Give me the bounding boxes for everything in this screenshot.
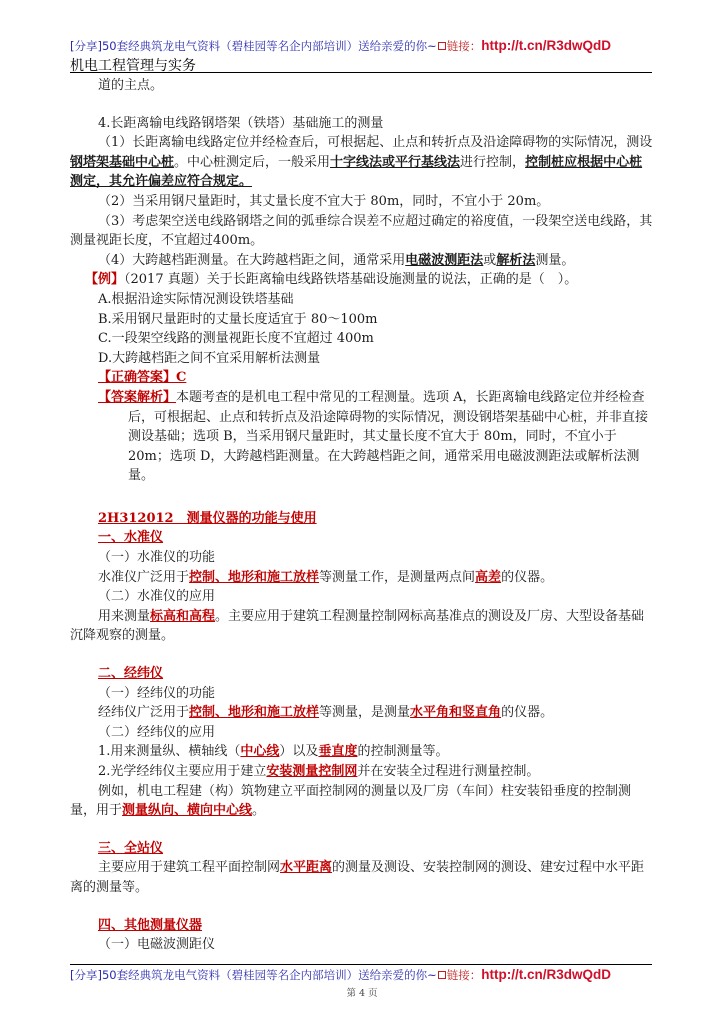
page-number: 第 4 页 [346,988,378,999]
footer-link-url[interactable]: http://t.cn/R3dwQdD [481,967,611,982]
footer-link-label: 链接： [446,968,482,982]
explanation-tag: 【答案解析】 [98,389,177,405]
subheading: （二）经纬仪的应用 [98,724,216,740]
key-term: 控制桩应根据中心桩测定，其允许偏差应符合规定。 [70,154,643,190]
page-footer [70,967,611,983]
heading-total-station: 三、全站仪 [98,840,164,856]
footer-share-text: [分享]50套经典筑龙电气资料（碧桂园等名企内部培训）送给亲爱的你~ [70,968,437,982]
paragraph: 经纬仪广泛用于控制、地形和施工放样等测量，是测量水平角和竖直角的仪器。 [98,705,554,721]
header-link-url[interactable]: http://t.cn/R3dwQdD [481,38,611,53]
subheading: （一）水准仪的功能 [98,550,216,566]
text-line: 道的主点。 [98,78,164,93]
option-c: C.一段架空线路的测量视距长度不宜超过 400m [98,331,374,347]
list-item: 2.光学经纬仪主要应用于建立安装测量控制网并在安装全过程进行测量控制。 [98,764,540,779]
paragraph-2: （2）当采用钢尺量距时，其丈量长度不宜大于 80m，同时，不宜小于 20m。 [98,193,550,209]
page-header [70,38,611,54]
subheading: （一）电磁波测距仪 [98,937,216,953]
section-title: 4.长距离输电线路钢塔架（铁塔）基础施工的测量 [98,115,384,131]
link-icon [438,42,446,50]
correct-answer: 【正确答案】C [98,370,187,386]
example-tag: 【例】 [85,272,125,288]
list-item: 1.用来测量纵、横轴线（中心线）以及垂直度的控制测量等。 [98,744,449,760]
paragraph-1: （1）长距离输电线路定位并经检查后，可根据起、止点和转折点及沿途障碍物的实际情况，测设钢塔架基础中心桩。中心桩测定后，一般采用十字线法或平行基线法进行控制，控制桩应根据中心桩测定，其允许偏差应符合规定。 [70,135,653,190]
paragraph: 水准仪广泛用于控制、地形和施工放样等测量工作，是测量两点间高差的仪器。 [98,569,554,585]
answer-explanation: 【答案解析】本题考查的是机电工程中常见的工程测量。选项 A，长距离输电线路定位并经检查后，可根据起、止点和转折点及沿途障碍物的实际情况，测设钢塔架基础中心桩，并非直接测设基础；选项 B，当采用钢尺量距时，其丈量长度不宜大于 80m，同时，不宜小于 20m；选项 D，大跨越档距测量。在大跨越档距之间，通常采用电磁波测距法或解析法测量。 [98,389,649,484]
paragraph: 主要应用于建筑工程平面控制网水平距离的测量及测设、安装控制网的测设、建安过程中水平距离的测量等。 [70,860,645,895]
link-icon [438,971,446,979]
subheading: （一）经纬仪的功能 [98,685,216,701]
header-divider [70,72,652,73]
paragraph-3: （3）考虑架空送电线路钢塔之间的弧垂综合误差不应超过确定的裕度值，一段架空送电线路，其测量视距长度，不宜超过400m。 [70,213,653,249]
key-term: 电磁波测距法 [405,252,484,268]
option-a: A.根据沿途实际情况测设铁塔基础 [98,291,294,307]
option-d: D.大跨越档距之间不宜采用解析法测量 [98,350,321,366]
header-link-label: 链接： [446,39,482,53]
heading-theodolite: 二、经纬仪 [98,666,164,682]
paragraph: 用来测量标高和高程。主要应用于建筑工程测量控制网标高基准点的测设及厂房、大型设备基础沉降观察的测量。 [70,608,645,644]
document-body [70,76,654,955]
key-term: 十字线法或平行基线法 [330,154,461,170]
heading-level: 一、水准仪 [98,530,164,546]
header-share-text: [分享]50套经典筑龙电气资料（碧桂园等名企内部培训）送给亲爱的你~ [70,39,437,53]
subheading: （二）水准仪的应用 [98,589,216,605]
section-code-title: 2H312012 测量仪器的功能与使用 [98,510,317,526]
key-term: 解析法 [496,252,536,268]
option-b: B.采用钢尺量距时的丈量长度适宜于 80～100m [98,311,378,327]
example-question: 【例】（2017 真题）关于长距离输电线路铁塔基础设施测量的说法，正确的是（ ）。 [85,272,578,288]
footer-divider [70,964,652,965]
key-term: 钢塔架基础中心桩 [70,154,175,170]
paragraph: 例如，机电工程建（构）筑物建立平面控制网的测量以及厂房（车间）柱安装铅垂度的控制测量，用于测量纵向、横向中心线。 [70,783,632,819]
subject-title: 机电工程管理与实务 [70,58,196,74]
heading-other-instruments: 四、其他测量仪器 [98,917,203,933]
paragraph-4: （4）大跨越档距测量。在大跨越档距之间，通常采用电磁波测距法或解析法测量。 [98,252,575,268]
